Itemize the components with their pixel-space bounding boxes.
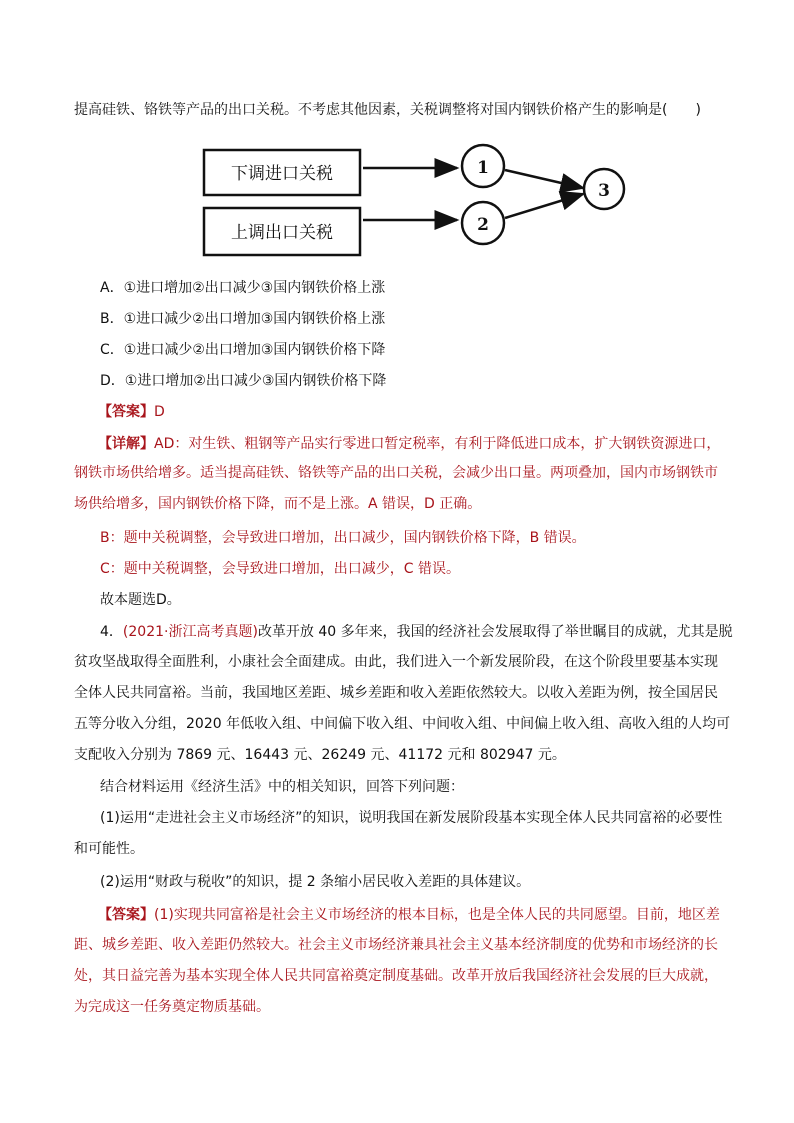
q4-sub1-line-2: 和可能性。 [74, 841, 144, 857]
q4-answer-line-1: 【答案】(1)实现共同富裕是社会主义市场经济的根本目标，也是全体人民的共同愿望。目前，地区差 [98, 907, 720, 923]
detail-line-4: B：题中关税调整，会导致进口增加，出口减少，国内钢铁价格下降，B 错误。 [100, 530, 586, 546]
option-d: D．①进口增加②出口减少③国内钢铁价格下降 [100, 373, 387, 389]
option-c: C．①进口减少②出口增加③国内钢铁价格下降 [100, 342, 386, 358]
q4-sub2: (2)运用“财政与税收”的知识，提 2 条缩小居民收入差距的具体建议。 [100, 874, 531, 890]
q4-number: 4． [100, 624, 123, 640]
detail-line-5: C：题中关税调整，会导致进口增加，出口减少，C 错误。 [100, 561, 460, 577]
option-b: B．①进口减少②出口增加③国内钢铁价格上涨 [100, 311, 386, 327]
answer-label: 【答案】 [98, 404, 154, 420]
box2-label: 上调出口关税 [231, 223, 333, 243]
question-tail: 提高硅铁、铬铁等产品的出口关税。不考虑其他因素，关税调整将对国内钢铁价格产生的影响是( ) [74, 102, 701, 118]
detail-line-1: 【详解】AD：对生铁、粗钢等产品实行零进口暂定税率，有利于降低进口成本，扩大钢铁资源进口， [98, 436, 721, 452]
option-a: A．①进口增加②出口减少③国内钢铁价格上涨 [100, 280, 386, 296]
q4-instruction: 结合材料运用《经济生活》中的相关知识，回答下列问题： [100, 779, 464, 795]
q4-line-3: 全体人民共同富裕。当前，我国地区差距、城乡差距和收入差距依然较大。以收入差距为例，按全国居民 [74, 685, 718, 701]
node-2-label: 2 [477, 215, 489, 235]
q4-sub1-line-1: (1)运用“走进社会主义市场经济”的知识，说明我国在新发展阶段基本实现全体人民共同富裕的必要性 [100, 810, 723, 826]
node-3-label: 3 [598, 181, 610, 201]
q4-source: (2021·浙江高考真题) [122, 624, 258, 640]
answer-value: D [154, 404, 165, 420]
box1-label: 下调进口关税 [231, 164, 333, 184]
q4-answer-line-3: 处，其日益完善为基本实现全体人民共同富裕奠定制度基础。改革开放后我国经济社会发展的巨大成就， [74, 968, 718, 984]
q4-answer-line-4: 为完成这一任务奠定物质基础。 [74, 999, 270, 1015]
q4-line-4: 五等分收入分组，2020 年低收入组、中间偏下收入组、中间收入组、中间偏上收入组、高收入组的人均可 [74, 716, 731, 732]
arrow-node1-to-node3 [505, 170, 583, 188]
arrow-node2-to-node3 [505, 194, 583, 218]
q4-answer-line-2: 距、城乡差距、收入差距仍然较大。社会主义市场经济兼具社会主义基本经济制度的优势和市场经济的长 [74, 937, 718, 953]
q4-answer-label: 【答案】 [98, 907, 154, 923]
conclusion: 故本题选D。 [100, 592, 181, 608]
node-1-label: 1 [477, 158, 489, 178]
tariff-flow-diagram [195, 138, 635, 268]
q4-line-2: 贫攻坚战取得全面胜利，小康社会全面建成。由此，我们进入一个新发展阶段，在这个阶段里要基本实现 [74, 654, 718, 670]
detail-label: 【详解】 [98, 436, 154, 452]
detail-line-2: 钢铁市场供给增多。适当提高硅铁、铬铁等产品的出口关税，会减少出口量。两项叠加，国内市场钢铁市 [74, 465, 718, 481]
answer-row [98, 402, 165, 422]
q4-line-1: 4．(2021·浙江高考真题)改革开放 40 多年来，我国的经济社会发展取得了举世瞩目的成就，尤其是脱 [100, 624, 733, 640]
q4-line-5: 支配收入分别为 7869 元、16443 元、26249 元、41172 元和 802947 元。 [74, 747, 566, 763]
detail-line-3: 场供给增多，国内钢铁价格下降，而不是上涨。A 错误，D 正确。 [74, 496, 482, 512]
